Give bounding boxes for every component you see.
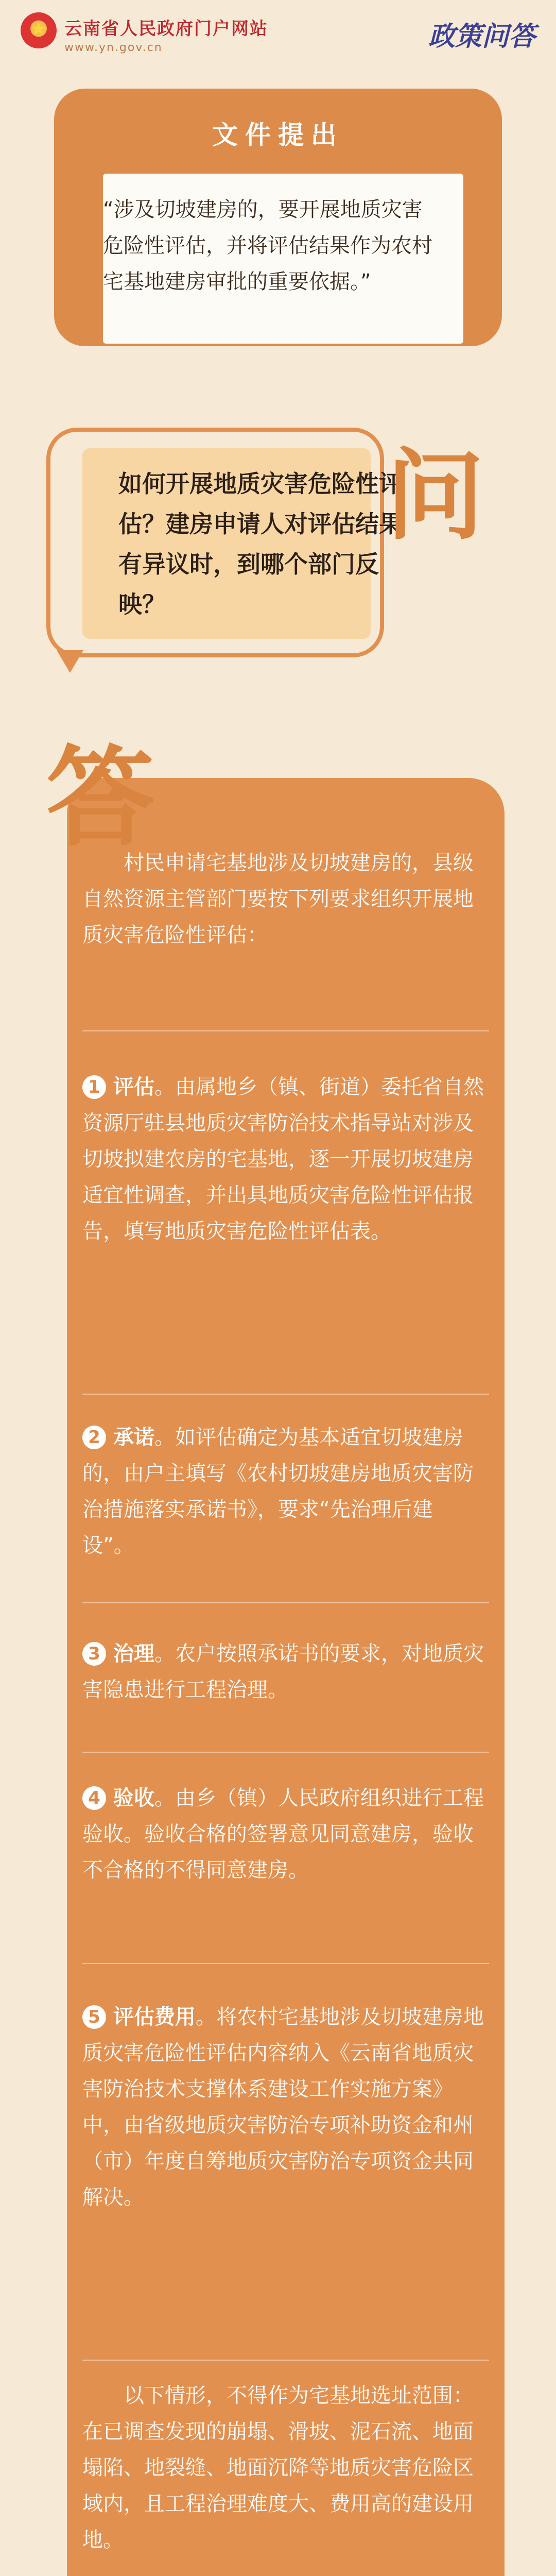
step-keyword: 承诺 <box>113 1426 154 1449</box>
step-5 <box>82 1999 484 2215</box>
national-emblem-logo <box>21 12 57 48</box>
brand-logo: 政策问答 <box>428 21 535 52</box>
site-name[interactable]: 云南省人民政府门户网站 <box>64 19 268 39</box>
divider <box>82 1963 489 1964</box>
header <box>0 0 556 67</box>
step-1 <box>82 1069 484 1249</box>
step-number-badge: 5 <box>82 2005 106 2029</box>
section-title: 文件提出 <box>212 120 344 150</box>
exclusion-note: 以下情形，不得作为宅基地选址范围：在已调查发现的崩塌、滑坡、泥石流、地面塌陷、地裂缝、地面沉降等地质灾害危险区域内，且工程治理难度大、费用高的建设用地。 <box>82 2384 474 2552</box>
divider <box>82 1030 489 1031</box>
answer-character: 答 <box>46 734 155 861</box>
site-url[interactable]: www.yn.gov.cn <box>64 41 163 54</box>
step-number-badge: 4 <box>82 1786 106 1810</box>
step-text: 。由属地乡（镇、街道）委托省自然资源厅驻县地质灾害防治技术指导站对涉及切坡拟建农房的宅基地，逐一开展切坡建房适宜性调查，并出具地质灾害危险性评估报告，填写地质灾害危险性评估表。 <box>82 1075 484 1243</box>
step-4 <box>82 1780 484 1888</box>
question-mark-character: 问 <box>386 438 484 553</box>
step-text: 。将农村宅基地涉及切坡建房地质灾害危险性评估内容纳入《云南省地质灾害防治技术支撑体系建设工作实施方案》中，由省级地质灾害防治专项补助资金和州（市）年度自筹地质灾害防治专项资金共同解决。 <box>82 2005 484 2209</box>
step-keyword: 评估费用 <box>113 2005 196 2029</box>
step-number-badge: 3 <box>82 1642 106 1666</box>
step-text: 。农户按照承诺书的要求，对地质灾害隐患进行工程治理。 <box>82 1642 484 1702</box>
step-keyword: 评估 <box>113 1075 154 1099</box>
answer-intro: 村民申请宅基地涉及切坡建房的，县级自然资源主管部门要按下列要求组织开展地质灾害危险性评估： <box>82 851 474 947</box>
divider <box>82 1394 489 1395</box>
divider <box>82 2360 489 2361</box>
step-2 <box>82 1419 484 1564</box>
question-text: 如何开展地质灾害危险性评估？建房申请人对评估结果有异议时，到哪个部门反映？ <box>118 470 403 618</box>
step-number-badge: 2 <box>82 1426 106 1449</box>
document-quote: “涉及切坡建房的，要开展地质灾害危险性评估，并将评估结果作为农村宅基地建房审批的重要依据。” <box>103 198 432 294</box>
step-3 <box>82 1636 484 1708</box>
divider <box>82 1752 489 1753</box>
step-number-badge: 1 <box>82 1075 106 1099</box>
step-text: 。由乡（镇）人民政府组织进行工程验收。验收合格的签署意见同意建房，验收不合格的不得同意建房。 <box>82 1786 484 1882</box>
step-keyword: 治理 <box>113 1642 154 1666</box>
step-keyword: 验收 <box>113 1786 154 1810</box>
question-bubble-tail <box>57 650 83 673</box>
divider <box>82 1602 489 1603</box>
step-text: 。如评估确定为基本适宜切坡建房的，由户主填写《农村切坡建房地质灾害防治措施落实承诺书》，要求“先治理后建设”。 <box>82 1426 474 1557</box>
